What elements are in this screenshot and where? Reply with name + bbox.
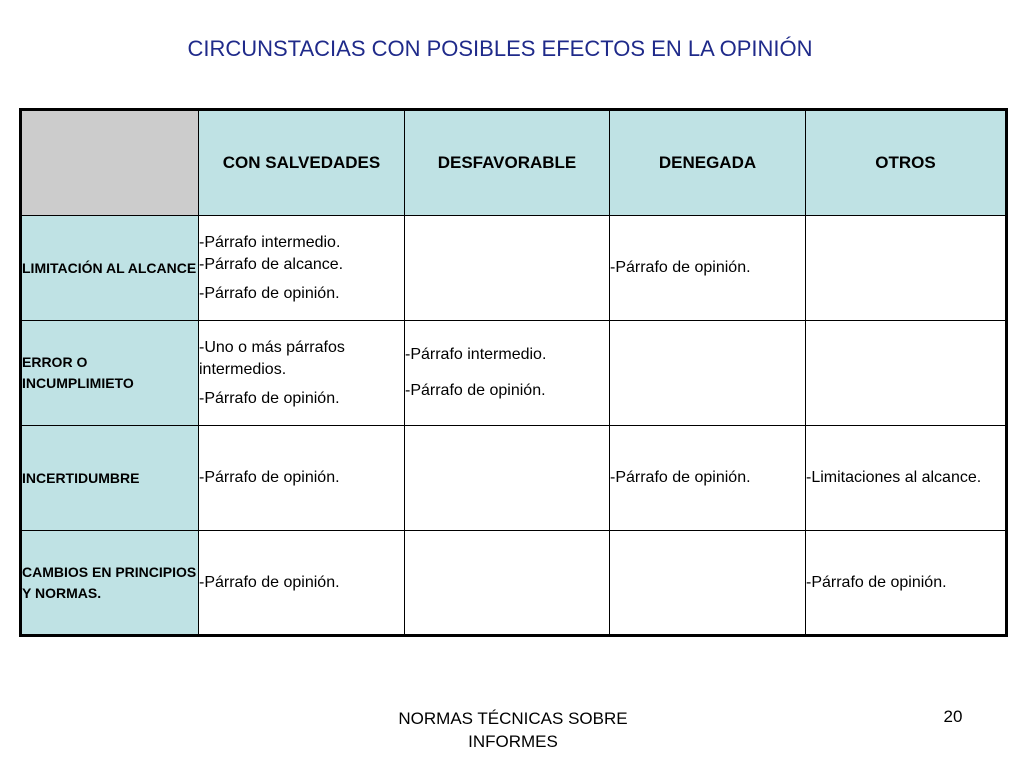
row-header: LIMITACIÓN AL ALCANCE bbox=[21, 216, 199, 321]
row-header: ERROR O INCUMPLIMIETO bbox=[21, 321, 199, 426]
cell-line: -Párrafo de opinión. bbox=[199, 389, 340, 407]
cell-line: -Párrafo intermedio. bbox=[405, 346, 547, 363]
table-cell bbox=[610, 216, 806, 321]
table-cell bbox=[806, 426, 1007, 531]
cell-line: -Párrafo de opinión. bbox=[199, 284, 340, 302]
page-number: 20 bbox=[943, 707, 963, 726]
footer-text: NORMAS TÉCNICAS SOBRE INFORMES bbox=[398, 709, 628, 751]
circumstances-table bbox=[19, 108, 1008, 637]
cell-line: -Párrafo de opinión. bbox=[405, 382, 546, 399]
column-header-con-salvedades: CON SALVEDADES bbox=[199, 110, 405, 216]
table-cell bbox=[199, 321, 405, 426]
corner-cell bbox=[21, 110, 199, 216]
table-cell bbox=[610, 426, 806, 531]
cell-line: -Párrafo intermedio. bbox=[199, 233, 341, 251]
table-row bbox=[21, 426, 1007, 531]
table-cell bbox=[199, 531, 405, 636]
table-cell bbox=[610, 531, 806, 636]
cell-line: -Párrafo de opinión. bbox=[199, 469, 340, 486]
table-cell bbox=[199, 216, 405, 321]
cell-line: -Párrafo de opinión. bbox=[806, 573, 947, 591]
table-cell bbox=[806, 216, 1007, 321]
table-row bbox=[21, 216, 1007, 321]
cell-line: -Limitaciones al alcance. bbox=[806, 469, 982, 486]
row-header: CAMBIOS EN PRINCIPIOS Y NORMAS. bbox=[21, 531, 199, 636]
cell-line: -Uno o más párrafos intermedios. bbox=[199, 338, 345, 378]
slide-title: CIRCUNSTACIAS CON POSIBLES EFECTOS EN LA OPINIÓN bbox=[187, 36, 813, 61]
table-cell bbox=[806, 321, 1007, 426]
cell-line: -Párrafo de alcance. bbox=[199, 255, 344, 273]
table-cell bbox=[806, 531, 1007, 636]
cell-line: -Párrafo de opinión. bbox=[199, 573, 340, 591]
table-row bbox=[21, 531, 1007, 636]
column-header-desfavorable: DESFAVORABLE bbox=[405, 110, 610, 216]
column-header-otros: OTROS bbox=[806, 110, 1007, 216]
header-row bbox=[21, 110, 1007, 216]
table-cell bbox=[199, 426, 405, 531]
table-cell bbox=[405, 216, 610, 321]
table-cell bbox=[405, 531, 610, 636]
row-header: INCERTIDUMBRE bbox=[21, 426, 199, 531]
table-cell bbox=[405, 321, 610, 426]
table-row bbox=[21, 321, 1007, 426]
table-cell bbox=[610, 321, 806, 426]
cell-line: -Párrafo de opinión. bbox=[610, 469, 751, 486]
column-header-denegada: DENEGADA bbox=[610, 110, 806, 216]
table-cell bbox=[405, 426, 610, 531]
cell-line: -Párrafo de opinión. bbox=[610, 259, 751, 276]
